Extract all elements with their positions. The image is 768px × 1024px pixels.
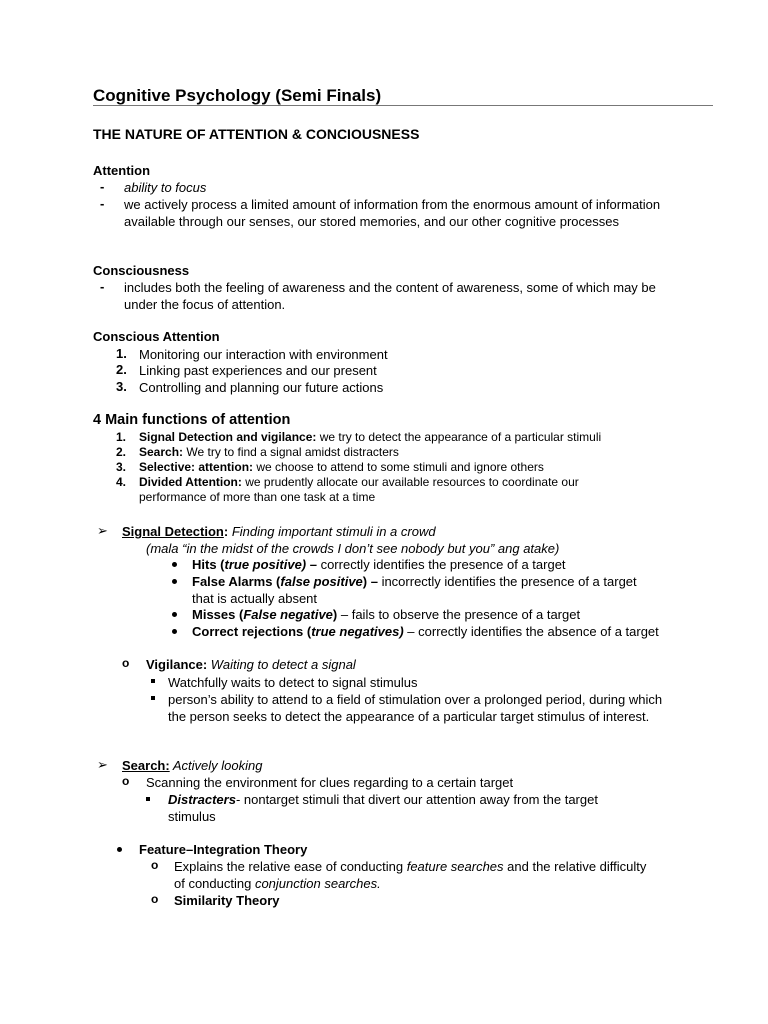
list-number: 2.: [116, 362, 127, 377]
similarity-theory: Similarity Theory: [174, 893, 280, 908]
bullet-dot-icon: [172, 579, 177, 584]
vigilance-line: [146, 656, 356, 673]
dash-marker: -: [100, 279, 105, 294]
vigilance-item-2: person’s ability to attend to a field of stimulation over a prolonged period, during which the person seeks to detect the appearance of a particular target stimulus of interest.: [168, 692, 663, 724]
list-number: 3.: [116, 460, 127, 474]
vigilance-desc: Waiting to detect a signal: [207, 657, 356, 672]
square-bullet-icon: [146, 797, 150, 801]
term-b: true positive): [224, 557, 307, 572]
list-number: 4.: [116, 475, 127, 489]
signal-detection-note: (mala “in the midst of the crowds I don’t see nobody but you” ang atake): [146, 541, 560, 556]
function-term: Search:: [139, 445, 184, 459]
consciousness-item-1: includes both the feeling of awareness and the content of awareness, some of which may be under the focus of attention.: [124, 280, 656, 312]
colon: :: [223, 524, 229, 539]
list-number: 1.: [116, 346, 127, 361]
term-a: Correct rejections (: [192, 624, 312, 639]
list-item: Controlling and planning our future actions: [139, 380, 384, 395]
term-d: – fails to observe the presence of a target: [337, 607, 581, 622]
title-underline: [93, 105, 713, 106]
list-number: 2.: [116, 445, 127, 459]
term-d: incorrectly identifies the presence of a target that is actually absent: [192, 574, 637, 606]
sd-bullet-false-alarms: [192, 573, 657, 607]
term-b: false positive: [280, 574, 363, 589]
function-text: we prudently allocate our available resources to coordinate our performance of more than one task at a time: [139, 475, 579, 504]
distracters-item: [168, 791, 648, 825]
term-b: true negatives): [311, 624, 404, 639]
arrow-bullet-icon: ➢: [97, 523, 108, 538]
vigilance-term: Vigilance:: [146, 657, 208, 672]
search-sub: Scanning the environment for clues regarding to a certain target: [146, 775, 514, 790]
feature-integration-text: [174, 858, 649, 892]
vigilance-item-1: Watchfully waits to detect to signal stimulus: [168, 675, 418, 690]
distracters-text: - nontarget stimuli that divert our attention away from the target stimulus: [168, 792, 598, 824]
term-d: correctly identifies the presence of a target: [316, 557, 566, 572]
distracters-term: Distracters: [168, 792, 236, 807]
sd-bullet-hits: [192, 556, 566, 573]
fit-text-c: and the relative difficulty of conducting: [174, 859, 647, 891]
dash-marker: -: [100, 179, 105, 194]
function-item-3: [139, 460, 544, 475]
square-bullet-icon: [151, 679, 155, 683]
term-c: ): [332, 607, 338, 622]
feature-integration-label: Feature–Integration Theory: [139, 842, 308, 857]
signal-detection-desc: Finding important stimuli in a crowd: [228, 524, 436, 539]
attention-item-2: we actively process a limited amount of information from the enormous amount of information available through our senses, our stored memories, and our other cognitive processes: [124, 197, 661, 229]
term-c: –: [306, 557, 317, 572]
search-term: Search:: [122, 758, 170, 773]
function-term: Divided Attention:: [139, 475, 242, 489]
fit-text-a: Explains the relative ease of conducting: [174, 859, 407, 874]
conscious-attention-label: Conscious Attention: [93, 329, 220, 344]
bullet-dot-icon: [172, 629, 177, 634]
circle-bullet-icon: o: [122, 774, 130, 788]
function-item-1: [139, 430, 601, 445]
term-d: – correctly identifies the absence of a target: [403, 624, 659, 639]
list-number: 3.: [116, 379, 127, 394]
fit-text-d: conjunction searches.: [254, 876, 381, 891]
function-text: We try to find a signal amidst distracters: [183, 445, 399, 459]
search-line: [122, 757, 262, 774]
function-item-2: [139, 445, 399, 460]
list-item: Linking past experiences and our present: [139, 363, 377, 378]
page-title: Cognitive Psychology (Semi Finals): [93, 86, 382, 105]
circle-bullet-icon: o: [122, 656, 130, 670]
signal-detection-term: Signal Detection: [122, 524, 224, 539]
function-item-4: [139, 475, 629, 505]
function-term: Selective: attention:: [139, 460, 254, 474]
function-text: we try to detect the appearance of a particular stimuli: [316, 430, 602, 444]
sd-bullet-correct-rejections: [192, 623, 672, 640]
attention-item-1: ability to focus: [124, 180, 207, 195]
sd-bullet-misses: [192, 606, 580, 623]
circle-bullet-icon: o: [151, 892, 159, 906]
functions-heading: 4 Main functions of attention: [93, 412, 291, 428]
square-bullet-icon: [151, 696, 155, 700]
term-a: Misses (: [192, 607, 244, 622]
term-c: ) –: [362, 574, 378, 589]
circle-bullet-icon: o: [151, 858, 159, 872]
list-number: 1.: [116, 430, 127, 444]
section-heading: THE NATURE OF ATTENTION & CONCIOUSNESS: [93, 126, 420, 142]
bullet-dot-icon: [117, 847, 122, 852]
attention-label: Attention: [93, 163, 151, 178]
function-text: we choose to attend to some stimuli and ignore others: [253, 460, 544, 474]
term-a: Hits (: [192, 557, 225, 572]
list-item: Monitoring our interaction with environment: [139, 347, 388, 362]
term-a: False Alarms (: [192, 574, 281, 589]
consciousness-label: Consciousness: [93, 263, 190, 278]
bullet-dot-icon: [172, 612, 177, 617]
arrow-bullet-icon: ➢: [97, 757, 108, 772]
bullet-dot-icon: [172, 562, 177, 567]
signal-detection-line: [122, 523, 436, 540]
dash-marker: -: [100, 196, 105, 211]
fit-text-b: feature searches: [406, 859, 504, 874]
term-b: False negative: [243, 607, 333, 622]
function-term: Signal Detection and vigilance:: [139, 430, 317, 444]
search-desc: Actively looking: [169, 758, 263, 773]
